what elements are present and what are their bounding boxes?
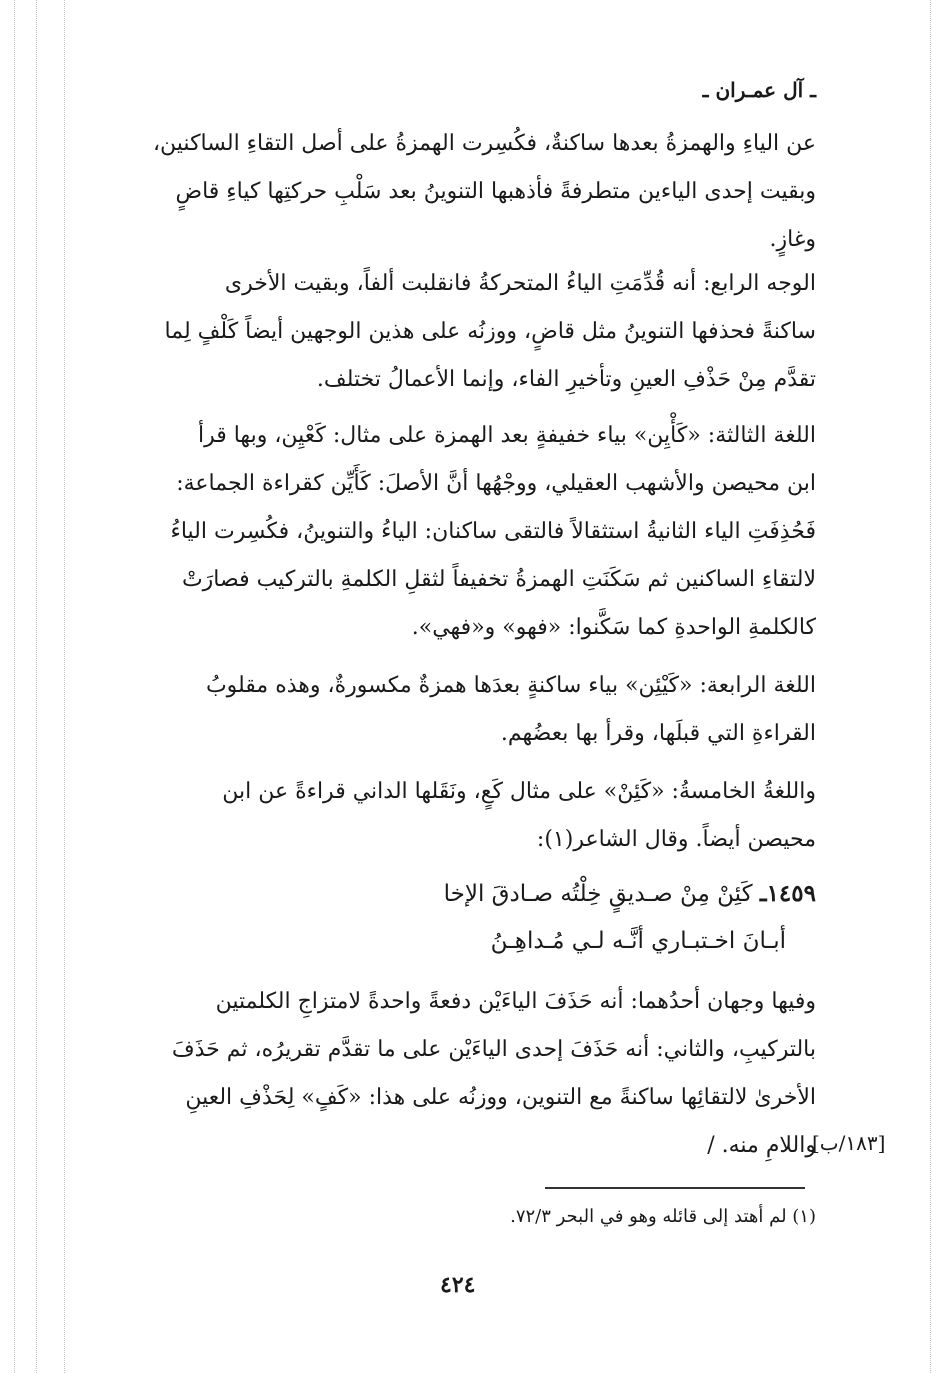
text-line: الأخرىٰ لالتقائِها ساكنةً مع التنوين، ووزنُه على هذا: «كَفٍ» لِحَذْفِ العينِ	[185, 1085, 816, 1110]
text-line: وغازٍ.	[769, 227, 816, 252]
paragraph	[126, 768, 816, 864]
paragraph	[126, 662, 816, 758]
text-line: بالتركيبِ، والثاني: أنه حَذَفَ إحدى الياءَيْن على ما تقدَّم تقريرُه، ثم حَذَفَ	[171, 1037, 816, 1062]
footnote: (١) لم أهتد إلى قائله وهو في البحر ٧٢/٣.	[510, 1206, 816, 1227]
scan-dot-line	[930, 0, 931, 1373]
paragraph	[126, 120, 816, 264]
text-line: عن الياءِ والهمزةُ بعدها ساكنةٌ، فكُسِرت الهمزةُ على أصل التقاءِ الساكنين،	[152, 131, 816, 156]
text-line: القراءةِ التي قبلَها، وقرأ بها بعضُهم.	[500, 721, 816, 746]
text-line: تقدَّم مِنْ حَذْفِ العينِ وتأخيرِ الفاء، وإنما الأعمالُ تختلف.	[316, 367, 816, 392]
verse-text: كَئِنْ مِنْ صـديقٍ خِلْتُه صـادقَ الإخا	[443, 881, 753, 907]
verse-second-hemistich	[96, 928, 786, 954]
text-line: ساكنةً فحذفها التنوينُ مثل قاضٍ، ووزنُه على هذين الوجهين أيضاً كَلْفٍ لِما	[164, 319, 816, 344]
text-line: وبقيت إحدى الياءين متطرفةً فأذهبها التنوينُ بعد سَلْبِ حركتِها كياءِ قاضٍ	[175, 179, 816, 204]
text-line: وفيها وجهان أحدُهما: أنه حَذَفَ الياءَيْن دفعةً واحدةً لامتزاجِ الكلمتين	[215, 989, 816, 1014]
paragraph	[126, 260, 816, 404]
text-line: اللغة الثالثة: «كَأْيِن» بياء خفيفةٍ بعد الهمزة على مثال: كَعْيِن، وبها قرأ	[197, 423, 816, 448]
text-line: الوجه الرابع: أنه قُدِّمَتِ الياءُ المتحركةُ فانقلبت ألفاً، وبقيت الأخرى	[224, 271, 816, 296]
paragraph	[126, 412, 816, 652]
text-line: محيصن أيضاً. وقال الشاعر(١):	[536, 827, 816, 852]
footnote-divider	[545, 1187, 805, 1189]
paragraph	[126, 978, 816, 1170]
manuscript-folio-reference: [١٨٣/ب]	[812, 1131, 886, 1155]
text-line: واللامِ منه. /	[707, 1133, 816, 1158]
text-line: كالكلمةِ الواحدةِ كما سَكَّنوا: «فهو» و«فهي».	[411, 615, 816, 640]
text-line: ابن محيصن والأشهب العقيلي، ووجْهُها أنَّ الأصلَ: كَأَيِّن كقراءة الجماعة:	[176, 471, 816, 496]
verse-text: أبـانَ اخـتبـاري أنَّـه لـي مُـداهِـنُ	[490, 928, 786, 954]
scan-dot-line	[36, 0, 37, 1373]
text-line: فَحُذِفَتِ الياء الثانيةُ استثقالاً فالتقى ساكنان: الياءُ والتنوينُ، فكُسِرت الياءُ	[170, 519, 816, 544]
text-line: لالتقاءِ الساكنين ثم سَكَنَتِ الهمزةُ تخفيفاً لثقلِ الكلمةِ بالتركيب فصارَتْ	[181, 567, 816, 592]
running-header: ـ آل عمـران ـ	[702, 78, 816, 102]
verse-first-hemistich	[126, 880, 816, 907]
scan-dot-line	[14, 0, 15, 1373]
verse-number: ١٤٥٩ـ	[759, 880, 816, 907]
text-line: اللغة الرابعة: «كَيْئِن» بياء ساكنةٍ بعدَها همزةٌ مكسورةٌ، وهذه مقلوبُ	[205, 673, 816, 698]
scan-dot-line	[64, 0, 65, 1373]
text-line: واللغةُ الخامسةُ: «كَئِنْ» على مثال كَعٍ، ونَقَلها الداني قراءةً عن ابن	[222, 779, 816, 804]
page-number: ٤٢٤	[440, 1272, 476, 1298]
